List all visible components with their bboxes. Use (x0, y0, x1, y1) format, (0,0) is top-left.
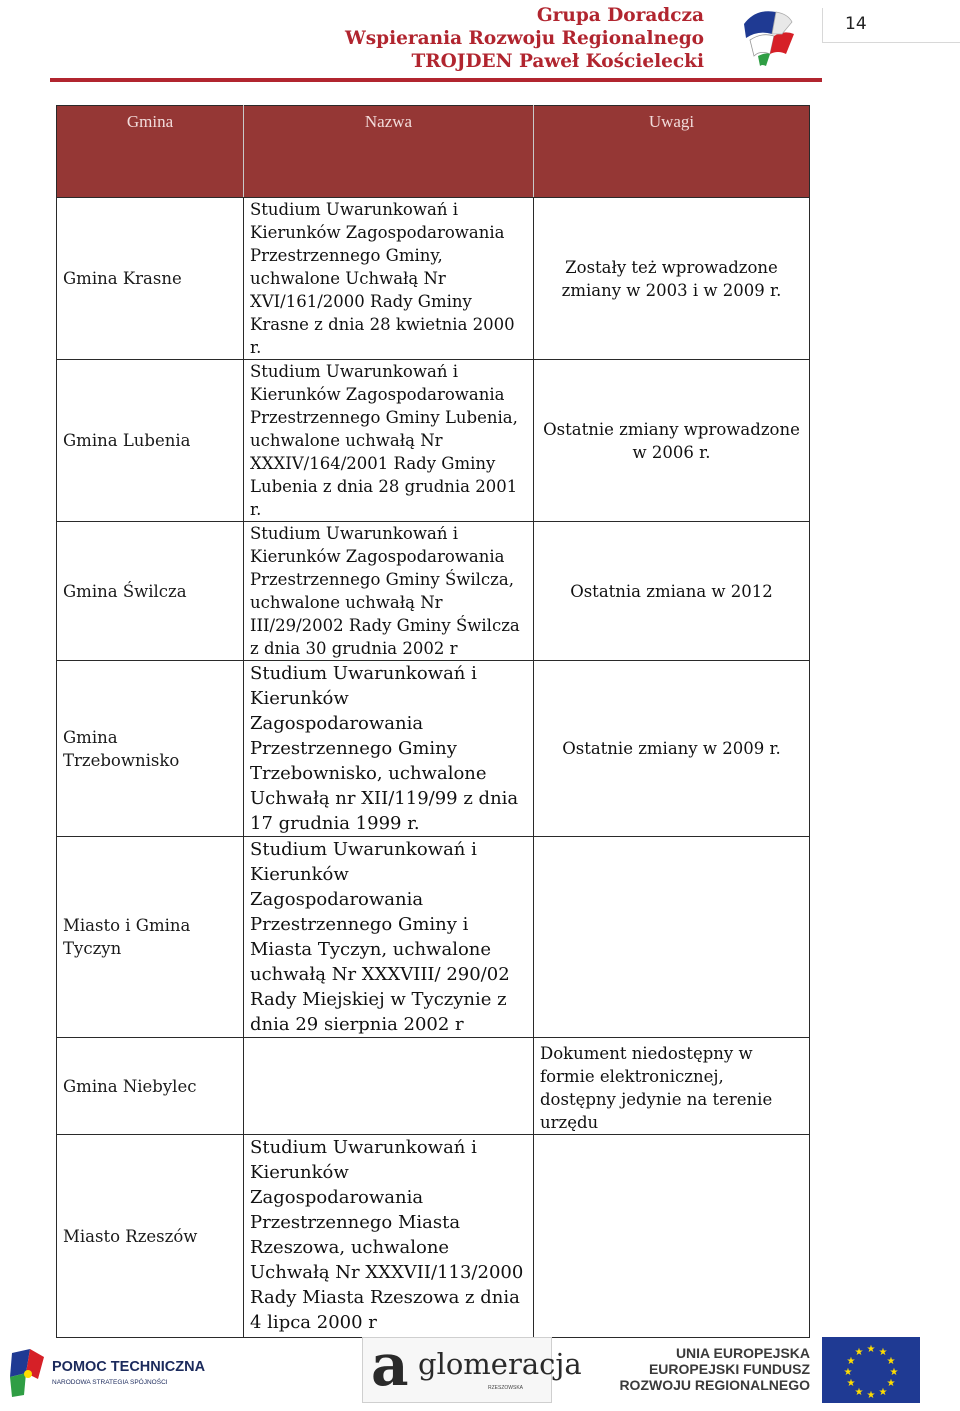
svg-text:★: ★ (854, 1387, 864, 1398)
org-line-3: TROJDEN Paweł Kościelecki (411, 51, 704, 72)
cell-nazwa: Studium Uwarunkowań i Kierunków Zagospodarowania Przestrzennego Gminy Trzebownisko, uchwalone Uchwałą nr XII/119/99 z dnia 17 grudnia 1999 r. (244, 661, 534, 837)
table-row (57, 1038, 810, 1135)
pomoc-techniczna-subtitle: NARODOWA STRATEGIA SPÓJNOŚCI (52, 1379, 168, 1386)
cell-gmina: Miasto Rzeszów (57, 1135, 244, 1338)
svg-text:★: ★ (878, 1387, 888, 1398)
table-row (57, 661, 810, 837)
svg-text:★: ★ (878, 1347, 888, 1358)
column-header-gmina: Gmina (57, 106, 244, 198)
cell-nazwa (244, 1038, 534, 1135)
cell-uwagi: Ostatnie zmiany w 2009 r. (534, 661, 810, 837)
cell-nazwa: Studium Uwarunkowań i Kierunków Zagospodarowania Przestrzennego Gminy i Miasta Tyczyn, uchwalone uchwałą Nr XXXVIII/ 290/02 Rady Miejskiej w Tyczynie z dnia 29 sierpnia 2002 r (244, 837, 534, 1038)
cell-gmina: Gmina Trzebownisko (57, 661, 244, 837)
cell-uwagi: Ostatnie zmiany wprowadzone w 2006 r. (534, 360, 810, 522)
footer (0, 1325, 960, 1411)
pomoc-techniczna-logo-icon (8, 1347, 48, 1399)
svg-text:★: ★ (889, 1367, 899, 1378)
svg-text:★: ★ (846, 1378, 856, 1389)
table-row (57, 198, 810, 360)
ue-line-3: ROZWOJU REGIONALNEGO (619, 1377, 810, 1393)
aglomeracja-text: glomeracja (418, 1347, 582, 1381)
organization-name (345, 4, 704, 73)
header-rule (50, 78, 822, 82)
svg-text:★: ★ (854, 1347, 864, 1358)
svg-text:★: ★ (866, 1390, 876, 1401)
grupa-doradcza-logo-icon (736, 4, 798, 70)
cell-gmina: Gmina Niebylec (57, 1038, 244, 1135)
cell-uwagi: Dokument niedostępny w formie elektronicznej, dostępny jedynie na terenie urzędu (534, 1038, 810, 1135)
table-row (57, 522, 810, 661)
ue-line-1: UNIA EUROPEJSKA (675, 1345, 810, 1361)
svg-text:★: ★ (886, 1356, 896, 1367)
studium-table (56, 105, 810, 1338)
svg-text:★: ★ (886, 1378, 896, 1389)
cell-nazwa: Studium Uwarunkowań i Kierunków Zagospodarowania Przestrzennego Gminy, uchwalone Uchwałą Nr XVI/161/2000 Rady Gminy Krasne z dnia 28 kwietnia 2000 r. (244, 198, 534, 360)
ue-line-2: EUROPEJSKI FUNDUSZ (648, 1361, 810, 1377)
column-header-nazwa: Nazwa (244, 106, 534, 198)
cell-gmina: Gmina Lubenia (57, 360, 244, 522)
pomoc-techniczna-title: POMOC TECHNICZNA (52, 1359, 206, 1375)
cell-gmina: Gmina Świlcza (57, 522, 244, 661)
page-number-box (822, 8, 960, 43)
table-header-row (57, 106, 810, 198)
aglomeracja-subtitle: RZESZOWSKA (488, 1385, 524, 1391)
aglomeracja-letter: a (371, 1331, 409, 1399)
ue-text (619, 1345, 810, 1393)
cell-uwagi (534, 1135, 810, 1338)
cell-nazwa: Studium Uwarunkowań i Kierunków Zagospodarowania Przestrzennego Gminy Lubenia, uchwalone uchwałą Nr XXXIV/164/2001 Rady Gminy Lubenia z dnia 28 grudnia 2001 r. (244, 360, 534, 522)
table-row (57, 360, 810, 522)
svg-text:★: ★ (846, 1356, 856, 1367)
svg-text:★: ★ (843, 1367, 853, 1378)
cell-nazwa: Studium Uwarunkowań i Kierunków Zagospodarowania Przestrzennego Miasta Rzeszowa, uchwalone Uchwałą Nr XXXVII/113/2000 Rady Miasta Rzeszowa z dnia 4 lipca 2000 r (244, 1135, 534, 1338)
svg-text:★: ★ (866, 1344, 876, 1355)
cell-uwagi: Zostały też wprowadzone zmiany w 2003 i w 2009 r. (534, 198, 810, 360)
page-number: 14 (845, 14, 867, 34)
table-row (57, 837, 810, 1038)
cell-uwagi (534, 837, 810, 1038)
cell-gmina: Miasto i Gmina Tyczyn (57, 837, 244, 1038)
cell-uwagi: Ostatnia zmiana w 2012 (534, 522, 810, 661)
column-header-uwagi: Uwagi (534, 106, 810, 198)
org-line-2: Wspierania Rozwoju Regionalnego (344, 28, 704, 49)
cell-gmina: Gmina Krasne (57, 198, 244, 360)
org-line-1: Grupa Doradcza (536, 5, 704, 26)
eu-flag-icon (822, 1337, 920, 1403)
table-row (57, 1135, 810, 1338)
cell-nazwa: Studium Uwarunkowań i Kierunków Zagospodarowania Przestrzennego Gminy Świlcza, uchwalone uchwałą Nr III/29/2002 Rady Gminy Świlcza z dnia 30 grudnia 2002 r (244, 522, 534, 661)
